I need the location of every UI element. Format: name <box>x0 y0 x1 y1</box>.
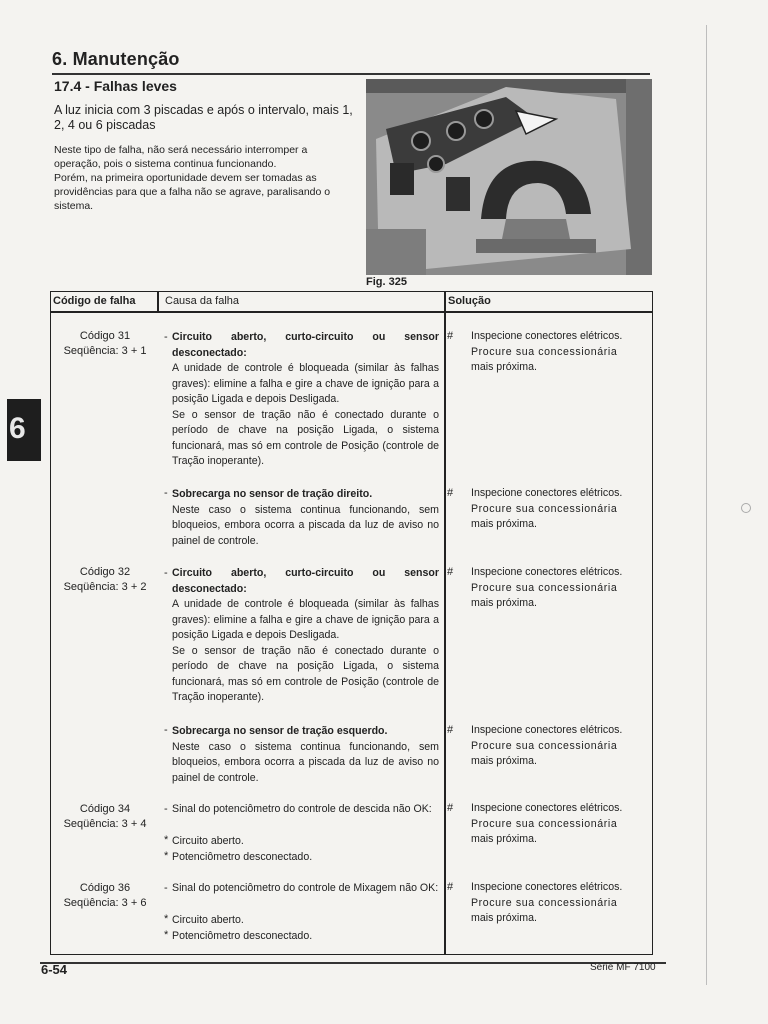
fault-sequence: Seqüência: 3 + 2 <box>63 581 147 593</box>
intro-lead-text: A luz inicia com 3 piscadas e após o intervalo, mais 1, 2, 4 ou 6 piscadas <box>54 103 353 132</box>
cause-text: Sinal do potenciômetro do controle de Mixagem não OK: <box>172 882 439 894</box>
sub-item-text: Circuito aberto. <box>172 914 244 926</box>
solution-line: Procure sua concessionária <box>471 502 618 515</box>
control-panel-photo <box>366 79 652 275</box>
solution-line: Inspecione conectores elétricos. <box>471 330 623 342</box>
sub-item-text: Potenciômetro desconectado. <box>172 851 313 863</box>
cause-heading: Circuito aberto, curto-circuito ou sensor desconectado: <box>172 567 439 595</box>
cause-marker: - <box>164 567 168 579</box>
fault-code-label: Código 32 <box>79 566 131 578</box>
column-divider-solution <box>444 291 446 955</box>
figure-caption: Fig. 325 <box>366 276 407 288</box>
solution-line: Inspecione conectores elétricos. <box>471 724 623 736</box>
solution-line: mais próxima. <box>471 361 537 373</box>
solution-text <box>471 565 654 612</box>
sub-item-marker: * <box>164 834 169 846</box>
fault-code-label: Código 31 <box>79 330 131 342</box>
sub-item-marker: * <box>164 850 169 862</box>
cause-marker: - <box>164 803 168 815</box>
solution-line: Inspecione conectores elétricos. <box>471 881 623 893</box>
solution-line: Procure sua concessionária <box>471 739 618 752</box>
title-rule <box>52 73 650 75</box>
page-number: 6-54 <box>41 962 68 977</box>
solution-line: Procure sua concessionária <box>471 896 618 909</box>
solution-marker: # <box>447 881 454 893</box>
solution-text <box>471 801 654 848</box>
solution-line: Inspecione conectores elétricos. <box>471 487 623 499</box>
column-header-code: Código de falha <box>53 295 136 307</box>
solution-marker: # <box>447 487 454 499</box>
solution-line: mais próxima. <box>471 755 537 767</box>
solution-line: mais próxima. <box>471 597 537 609</box>
page-edge-line <box>706 25 707 985</box>
solution-line: mais próxima. <box>471 912 537 924</box>
cause-heading: Sobrecarga no sensor de tração direito. <box>172 488 373 500</box>
sub-item-marker: * <box>164 929 169 941</box>
control-panel-illustration <box>366 79 652 275</box>
fault-sequence: Seqüência: 3 + 6 <box>63 897 147 909</box>
cause-body: A unidade de controle é bloqueada (similar às falhas graves): elimine a falha e gire a chave de ignição para a posição Ligada e depois Desligada. Se o sensor de tração não é conectado durante o período de chave na posição Ligada, o sistema funcionará, mas só em controle de Posição (controle de Tração inoperante). <box>172 598 439 703</box>
fault-sequence: Seqüência: 3 + 1 <box>63 345 147 357</box>
cause-marker: - <box>164 331 168 343</box>
footer-rule <box>40 962 666 964</box>
solution-marker: # <box>447 802 454 814</box>
fault-code-label: Código 36 <box>79 882 131 894</box>
solution-text <box>471 880 654 927</box>
solution-line: mais próxima. <box>471 518 537 530</box>
cause-body: A unidade de controle é bloqueada (similar às falhas graves): elimine a falha e gire a chave de ignição para a posição Ligada e depois Desligada. Se o sensor de tração não é conectado durante o período de chave na posição Ligada, o sistema funcionará, mas só em controle de Posição (controle de Tração inoperante). <box>172 362 439 467</box>
solution-line: Procure sua concessionária <box>471 345 618 358</box>
column-header-cause: Causa da falha <box>165 295 239 307</box>
cause-text <box>172 566 439 706</box>
solution-line: Inspecione conectores elétricos. <box>471 566 623 578</box>
intro-paragraph-2: Porém, na primeira oportunidade devem ser tomadas as providências para que a falha não se agrave, paralisando o sistema. <box>54 172 331 212</box>
solution-line: Procure sua concessionária <box>471 581 618 594</box>
cause-marker: - <box>164 724 168 736</box>
cause-text <box>172 487 439 549</box>
sub-item-text: Potenciômetro desconectado. <box>172 930 313 942</box>
column-header-solution: Solução <box>448 295 491 307</box>
cause-heading: Sobrecarga no sensor de tração esquerdo. <box>172 725 388 737</box>
cause-text: Sinal do potenciômetro do controle de descida não OK: <box>172 803 432 815</box>
sub-item-marker: * <box>164 913 169 925</box>
solution-line: Inspecione conectores elétricos. <box>471 802 623 814</box>
sub-item-text: Circuito aberto. <box>172 835 244 847</box>
intro-paragraph-1: Neste tipo de falha, não será necessário interromper a operação, pois o sistema continua funcionando. <box>54 144 308 170</box>
binder-hole <box>741 503 751 513</box>
chapter-tab-number: 6 <box>9 412 26 445</box>
fault-code <box>52 329 158 359</box>
intro-body <box>54 143 354 213</box>
cause-heading: Circuito aberto, curto-circuito ou sensor desconectado: <box>172 331 439 359</box>
table-header-rule <box>50 311 653 313</box>
cause-marker: - <box>164 882 168 894</box>
subsection-title: 17.4 - Falhas leves <box>54 78 177 94</box>
series-label: Serie MF 7100 <box>590 962 656 973</box>
solution-marker: # <box>447 566 454 578</box>
cause-text <box>172 330 439 470</box>
solution-marker: # <box>447 330 454 342</box>
solution-text <box>471 329 654 376</box>
solution-text <box>471 723 654 770</box>
cause-marker: - <box>164 487 168 499</box>
solution-text <box>471 486 654 533</box>
fault-code <box>52 802 158 832</box>
fault-code <box>52 565 158 595</box>
solution-line: Procure sua concessionária <box>471 817 618 830</box>
cause-body: Neste caso o sistema continua funcionando, sem bloqueios, embora ocorra a piscada da luz de aviso no painel de controle. <box>172 740 439 784</box>
solution-line: mais próxima. <box>471 833 537 845</box>
fault-sequence: Seqüência: 3 + 4 <box>63 818 147 830</box>
cause-body: Neste caso o sistema continua funcionando, sem bloqueios, embora ocorra a piscada da luz de aviso no painel de controle. <box>172 503 439 547</box>
solution-marker: # <box>447 724 454 736</box>
fault-code-label: Código 34 <box>79 803 131 815</box>
column-divider-header <box>157 291 159 312</box>
cause-text <box>172 724 439 786</box>
fault-code <box>52 881 158 911</box>
section-title: 6. Manutenção <box>52 49 180 69</box>
